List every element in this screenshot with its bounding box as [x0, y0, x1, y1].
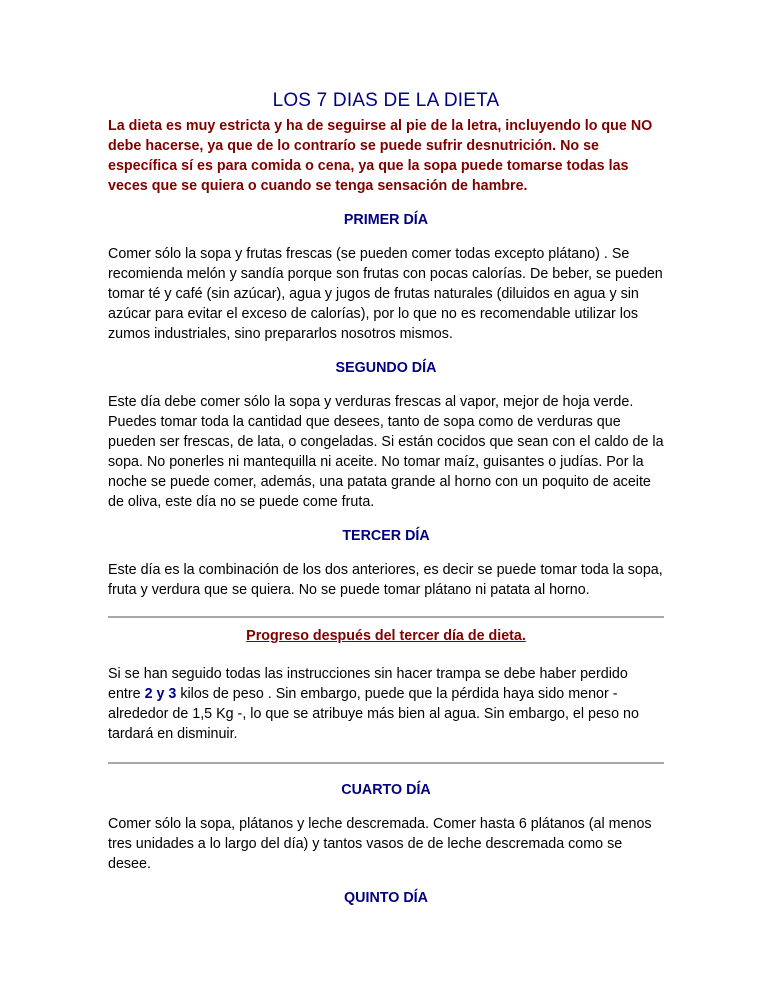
day-text-1: Comer sólo la sopa y frutas frescas (se pueden comer todas excepto plátano) . Se recomienda melón y sandía porque son frutas con pocas calorías. De beber, se pueden tomar té y café (sin azúcar), agua y jugos de frutas naturales (diluidos en agua y sin azúcar para evitar el exceso de calorías), por lo que no es recomendable utilizar los zumos industriales, sino prepararlos nosotros mismos.: [108, 246, 663, 342]
progress-text: [108, 664, 664, 744]
day-text-4: Comer sólo la sopa, plátanos y leche descremada. Comer hasta 6 plátanos (al menos tres unidades a lo largo del día) y tantos vasos de de leche descremada como se desee.: [108, 816, 652, 872]
page-title: LOS 7 DIAS DE LA DIETA: [272, 90, 500, 111]
day-heading-2: SEGUNDO DÍA: [335, 360, 437, 376]
day-heading-1: PRIMER DÍA: [343, 212, 429, 228]
day-heading-4: CUARTO DÍA: [341, 782, 431, 798]
progress-text-after: kilos de peso . Sin embargo, puede que la pérdida haya sido menor - alrededor de 1,5 Kg -, lo que se atribuye más bien al agua. Sin embargo, el peso no tardará en disminuir.: [108, 686, 639, 742]
day-text-2: Este día debe comer sólo la sopa y verduras frescas al vapor, mejor de hoja verde. Puedes tomar toda la cantidad que desees, tanto de sopa como de verduras que pueden ser frescas, de lata, o congeladas. Si están cocidos que sean con el caldo de la sopa. No ponerles ni mantequilla ni aceite. No tomar maíz, guisantes o judías. Por la noche se puede comer, además, una patata grande al horno con un poquito de aceite de oliva, este día no se puede come fruta.: [108, 394, 664, 510]
intro-paragraph: La dieta es muy estricta y ha de seguirse al pie de la letra, incluyendo lo que NO debe hacerse, ya que de lo contrarío se puede sufrir desnutrición. No se específica sí es para comida o cena, ya que la sopa puede tomarse todas las veces que se quiera o cuando se tenga sensación de hambre.: [108, 118, 653, 194]
progress-link[interactable]: Progreso después del tercer día de dieta.: [246, 628, 526, 644]
day-heading-3: TERCER DÍA: [342, 528, 430, 544]
day-text-3: Este día es la combinación de los dos anteriores, es decir se puede tomar toda la sopa, fruta y verdura que se quiera. No se puede tomar plátano ni patata al horno.: [108, 562, 663, 598]
document-page: [108, 90, 664, 922]
divider-2: [108, 762, 664, 764]
day-heading-5: QUINTO DÍA: [344, 890, 428, 906]
divider-1: [108, 616, 664, 618]
progress-highlight: 2 y 3: [144, 686, 177, 702]
progress-text-before: Si se han seguido todas las instrucciones sin hacer trampa se debe haber perdido entre: [108, 666, 628, 702]
